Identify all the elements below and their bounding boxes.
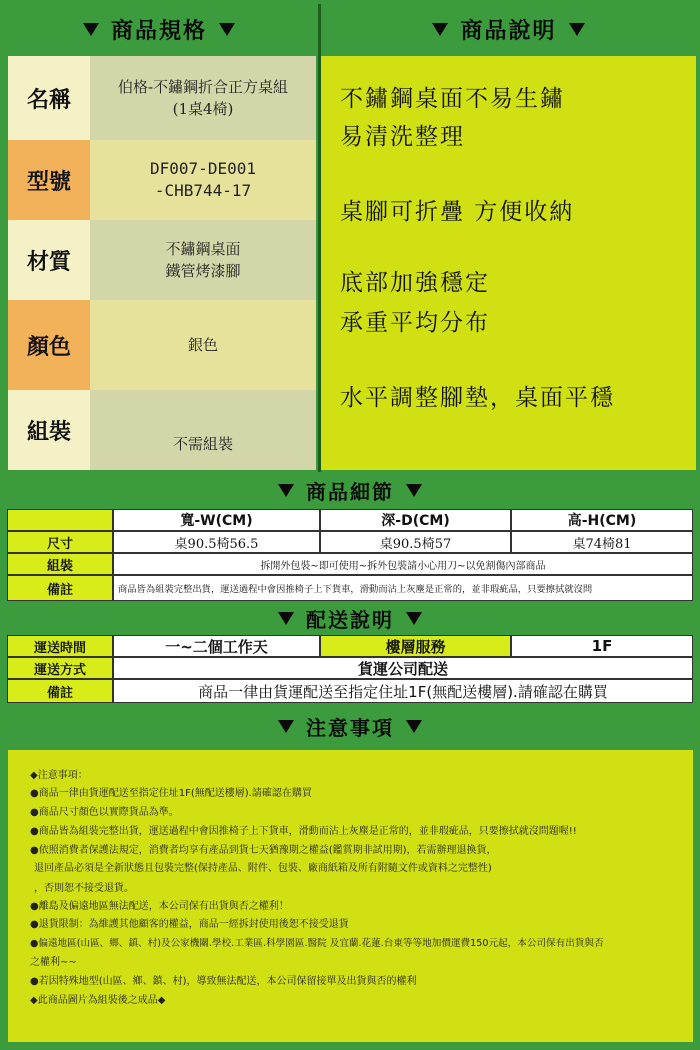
spec-value-color [90,300,316,390]
size-depth-value: 桌90.5椅57 [320,531,511,553]
detail-section-header [0,474,700,507]
col-header-height: 高-H(CM) [511,509,693,531]
notice-line: ●退貨限制：為維護其他顧客的權益，商品一經拆封使用後恕不接受退貨 [30,919,349,930]
delivery-remark-label: 備註 [7,679,113,703]
spec-section-header [0,4,318,54]
spec-value-line: DF007-DE001 [150,159,256,178]
down-triangle-icon [219,23,235,36]
delivery-method-value: 貨運公司配送 [113,657,693,679]
col-header-width: 寬-W(CM) [113,509,320,531]
spec-value-line: (1桌4椅) [172,100,234,118]
delivery-remark-value: 商品一律由貨運配送至指定住址1F(無配送樓層).請確認在購買 [113,679,693,703]
desc-line: 易清洗整理 [340,124,465,150]
down-triangle-icon [278,720,294,733]
notice-line: ●偏遠地區(山區、鄉、鎮、村)及公家機關.學校.工業區.科學園區.醫院 及宜蘭.花蓮.台東等等地加價運費150元起，本公司保有出貨與否 [30,938,604,949]
down-triangle-icon [278,612,294,625]
down-triangle-icon [569,23,585,36]
notice-line: ◆此商品圖片為組裝後之成品◆ [30,995,166,1006]
delivery-header-title: 配送說明 [306,607,394,632]
desc-line: 不鏽鋼桌面不易生鏽 [340,86,565,112]
spec-label-name: 名稱 [8,56,90,140]
delivery-time-value: 一~二個工作天 [113,635,320,657]
notice-line: ●依照消費者保護法規定，消費者均享有產品到貨七天猶豫期之權益(鑑賞期非試用期)，若需辦理退換貨， [30,845,497,856]
desc-line: 承重平均分布 [340,310,490,336]
spec-header-title: 商品規格 [110,18,207,44]
detail-blank-header [7,509,113,531]
delivery-time-label: 運送時間 [7,635,113,657]
spec-value-assembly [90,390,316,470]
down-triangle-icon [432,23,448,36]
spec-label-color: 顏色 [8,300,90,390]
down-triangle-icon [278,484,294,497]
desc-section-header [321,4,696,54]
spec-value-line: 鐵管烤漆腳 [165,262,241,280]
col-header-depth: 深-D(CM) [320,509,511,531]
size-label: 尺寸 [7,531,113,553]
size-height-value: 桌74椅81 [511,531,693,553]
desc-header-title: 商品說明 [460,18,557,44]
notice-line: ◆注意事項： [30,770,88,781]
delivery-section-header [0,603,700,633]
spec-table [8,56,316,470]
notice-line: ●商品一律由貨運配送至指定住址1F(無配送樓層).請確認在購買 [30,788,312,799]
spec-value-name [90,56,316,140]
assembly-value: 拆開外包裝~即可使用~拆外包裝請小心用刀~以免割傷內部商品 [113,553,693,575]
floor-service-label: 樓層服務 [320,635,511,657]
down-triangle-icon [406,720,422,733]
spec-value-model [90,140,316,220]
notice-line: ●商品皆為組裝完整出貨，運送過程中會因推椅子上下貨車，滑動而沾上灰塵是正常的，並非瑕疵品，只要擦拭就沒問題喔!! [30,826,577,837]
size-width-value: 桌90.5椅56.5 [113,531,320,553]
desc-line: 水平調整腳墊，桌面平穩 [340,385,615,411]
spec-value-line: 伯格-不鏽鋼折合正方桌組 [117,78,289,96]
floor-service-value: 1F [511,635,693,657]
delivery-method-label: 運送方式 [7,657,113,679]
spec-label-assembly: 組裝 [8,390,90,470]
notice-line: 退回產品必須是全新狀態且包裝完整(保持產品、附件、包裝、廠商紙箱及所有附隨文件或資料之完整性) [34,863,492,874]
assembly-label: 組裝 [7,553,113,575]
detail-header-title: 商品細節 [306,480,394,504]
spec-label-model: 型號 [8,140,90,220]
down-triangle-icon [406,612,422,625]
spec-value-material [90,220,316,300]
down-triangle-icon [406,484,422,497]
notice-line: ，否則恕不接受退貨。 [34,883,134,894]
notice-section-header [0,705,700,747]
spec-value-line: -CHB744-17 [154,181,252,200]
spec-label-material: 材質 [8,220,90,300]
notice-line: 之權利~~ [30,957,77,968]
detail-remark-label: 備註 [7,575,113,601]
notice-line: ●離島及偏遠地區無法配送，本公司保有出貨與否之權利！ [30,901,289,912]
spec-value-line: 不鏽鋼桌面 [165,240,241,258]
notice-line: ●商品尺寸顏色以實際貨品為準。 [30,807,179,818]
desc-line: 桌腳可折疊 方便收納 [340,199,575,225]
notice-line: ●若因特殊地型(山區、鄉、鎮、村)，導致無法配送，本公司保留接單及出貨與否的權利 [30,976,417,987]
down-triangle-icon [83,23,99,36]
spec-value-line: 不需組裝 [172,435,233,453]
detail-remark-value: 商品皆為組裝完整出貨，運送過程中會因推椅子上下貨車，滑動而沾上灰塵是正常的，並非瑕疵品，只要擦拭就沒問 [113,575,693,601]
notice-header-title: 注意事項 [306,715,394,740]
spec-value-line: 銀色 [187,336,218,354]
desc-line: 底部加強穩定 [340,270,490,296]
